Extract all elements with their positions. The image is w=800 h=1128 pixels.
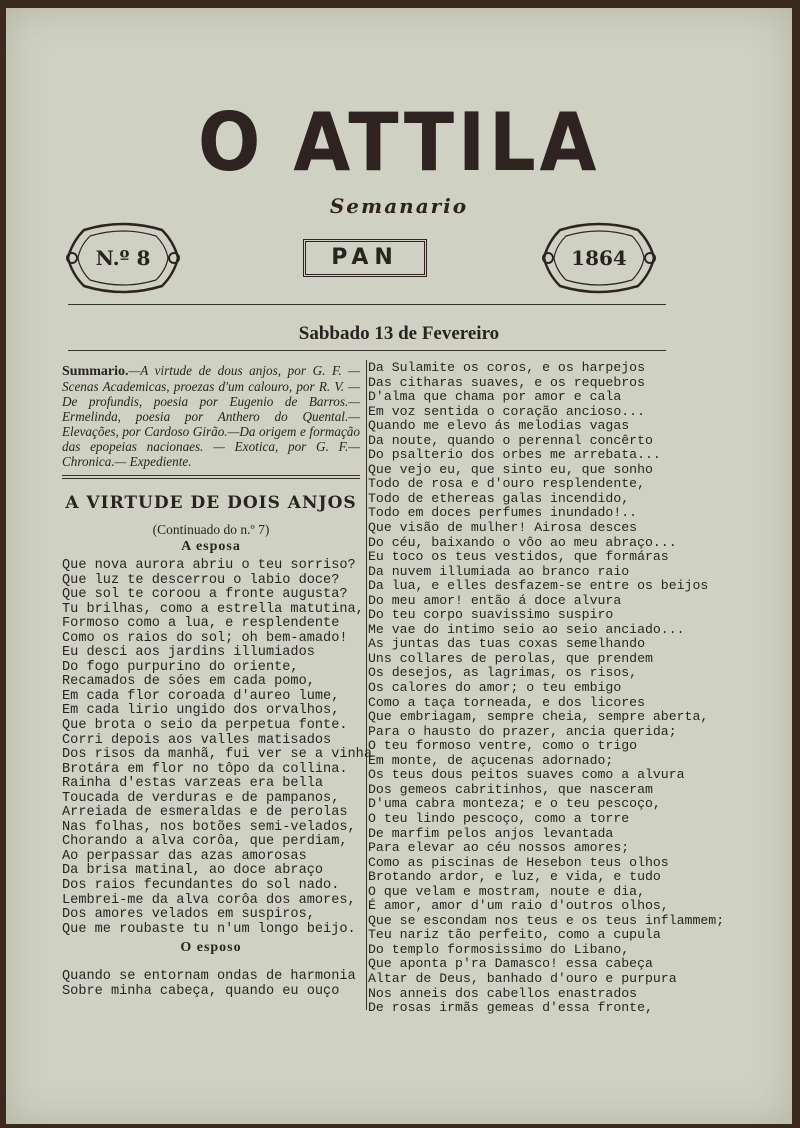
poem-line: Todo de ethereas galas incendido, [368,490,630,506]
masthead-subtitle: Semanario [329,194,469,218]
poem-line: D'alma que chama por amor e cala [368,389,622,405]
poem-line: Quando se entornam ondas de harmonia [62,969,356,984]
poem-line: Que vejo eu, que sinto eu, que sonho [368,461,653,477]
summary-block [62,363,360,469]
poem-line: Do templo formosissimo do Libano, [368,941,630,957]
poem-line: Para elevar ao céu nossos amores; [368,840,630,856]
poem-left-part1 [62,559,372,937]
poem-line: Que embriagam, sempre cheia, sempre aberta, [368,709,709,725]
poem-line: Como a taça torneada, e dos licores [368,694,645,710]
summary-label: Summario. [62,364,129,379]
poem-line: Que sol te coroou a fronte augusta? [62,587,348,603]
poem-line: Sobre minha cabeça, quando eu ouço [62,983,340,999]
poem-line: Da lua, e elles desfazem-se entre os beijos [368,578,709,594]
poem-line: Do céu, baixando o vôo ao meu abraço... [368,534,677,550]
poem-line: Todo em doces perfumes inundado!.. [368,505,638,521]
poem-line: Dos amores velados em suspiros, [62,907,315,923]
poem-line: Os calores do amor; o teu embigo [368,680,622,696]
poem-line: Quando me elevo ás melodias vagas [368,418,630,434]
poem-line: O que velam e mostram, noute e dia, [368,883,645,899]
issue-date: Sabbado 13 de Fevereiro [298,323,500,344]
issue-number: N.º 8 [95,246,151,270]
poem-line: Em monte, de açucenas adornado; [368,752,614,768]
poem-line: Nos anneis dos cabellos enastrados [368,985,638,1001]
poem-line: Dos risos da manhã, fui ver se a vinha [62,747,372,763]
poem-line: Tu brilhas, como a estrella matutina, [62,601,364,617]
poem-line: Que aponta p'ra Damasco! essa cabeça [368,956,653,972]
poem-line: De rosas irmãs gemeas d'essa fronte, [368,1000,653,1016]
poem-line: Em cada lirio ungido dos orvalhos, [62,703,340,719]
poem-line: Em voz sentida o coração ancioso... [368,403,645,419]
section-rule-thin [62,478,360,479]
poem-line: As juntas das tuas coxas semelhando [368,636,645,652]
poem-line: Formoso como a lua, e resplendente [62,616,340,632]
poem-line: Como os raios do sol; oh bem-amado! [62,630,348,646]
year-cartouche [540,218,658,298]
poem-left-part2 [62,970,356,999]
poem-line: É amor, amor d'um raio d'outros olhos, [368,898,669,914]
poem-line: Corri depois aos valles matisados [62,732,332,748]
poem-right-column [368,361,724,1016]
poem-line: Nas folhas, nos botões semi-velados, [62,819,356,835]
poem-line: Do psalterio dos orbes me arrebata... [368,447,661,463]
masthead-title: O ATTILA [197,96,601,189]
poem-line: Lembrei-me da alva corôa dos amores, [62,892,356,908]
poem-line: Em cada flor coroada d'aureo lume, [62,688,340,704]
poem-line: De marfim pelos anjos levantada [368,825,614,841]
part-title-esposa: A esposa [181,539,241,554]
poem-line: Eu desci aos jardins illumiados [62,645,315,661]
poem-line: Arreiada de esmeraldas e de perolas [62,805,348,821]
poem-line: Toucada de verduras e de pampanos, [62,790,340,806]
poem-line: Uns collares de perolas, que prendem [368,650,653,666]
section-rule [62,475,360,476]
poem-line: Chorando a alva corôa, que perdiam, [62,834,348,850]
poem-line: Que nova aurora abriu o teu sorriso? [62,558,356,573]
poem-line: Como as piscinas de Hesebon teus olhos [368,854,669,870]
poem-line: Rainha d'estas varzeas era bella [62,776,324,792]
poem-line: Da nuvem illumiada ao branco raio [368,563,630,579]
poem-line: Que me roubaste tu n'um longo beijo. [62,921,356,937]
poem-line: Altar de Deus, banhado d'ouro e purpura [368,970,677,986]
issue-number-cartouche [64,218,182,298]
poem-line: Dos raios fecundantes do sol nado. [62,878,340,894]
poem-line: Para o hausto do prazer, ancia querida; [368,723,677,739]
header-rule-top [68,304,666,305]
poem-line: Brotando ardor, e luz, e vida, e tudo [368,869,661,885]
poem-line: Do fogo purpurino do oriente, [62,659,299,675]
summary-text: —A virtude de dous anjos, por G. F. — Scenas Academicas, proezas d'um calouro, por R. V. — De profundis, poesia por Eugenio de Barros.— Ermelinda, poesia por Anthero do Quental.— Elevações, por Cardoso Girão.—Da origem e formação das epopeias nacionaes. — Exotica, por G. F.— Chronica.— Expediente. [62,363,360,469]
poem-line: Ao perpassar das azas amorosas [62,848,307,864]
poem-line: Eu toco os teus vestidos, que formáras [368,549,669,565]
poem-line: Brotára em flor no tôpo da collina. [62,761,348,777]
poem-line: Do teu corpo suavissimo suspiro [368,607,614,623]
poem-line: Da brisa matinal, ao doce abraço [62,863,324,879]
poem-line: Me vae do intimo seio ao seio anciado... [368,621,685,637]
poem-line: Que visão de mulher! Airosa desces [368,520,638,536]
poem-line: Das citharas suaves, e os requebros [368,374,645,390]
issue-year: 1864 [571,246,627,270]
poem-line: D'uma cabra monteza; e o teu pescoço, [368,796,661,812]
poem-line: Os teus dous peitos suaves como a alvura [368,767,685,783]
poem-line: Da Sulamite os coros, e os harpejos [368,360,645,375]
poem-line: Recamados de sóes em cada pomo, [62,674,315,690]
header-rule-bottom [68,350,666,351]
poem-line: Que luz te descerrou o labio doce? [62,572,340,588]
poem-line: Os desejos, as lagrimas, os risos, [368,665,638,681]
price-label: PAN [303,239,427,277]
poem-line: Teu nariz tão perfeito, como a cupula [368,927,661,943]
newspaper-page [6,8,792,1124]
poem-line: O teu formoso ventre, como o trigo [368,738,638,754]
article-title: A VIRTUDE DE DOIS ANJOS [65,493,357,513]
poem-line: Do meu amor! então á doce alvura [368,592,622,608]
poem-line: Que brota o seio da perpetua fonte. [62,718,348,734]
poem-line: Da noute, quando o perennal concêrto [368,432,653,448]
continued-note: (Continuado do n.º 7) [152,522,270,537]
poem-line: O teu lindo pescoço, como a torre [368,810,630,826]
poem-line: Dos gemeos cabritinhos, que nasceram [368,781,653,797]
poem-line: Todo de rosa e d'ouro resplendente, [368,476,645,492]
part-title-esposo: O esposo [180,940,242,955]
poem-line: Que se escondam nos teus e os teus inflammem; [368,912,725,928]
